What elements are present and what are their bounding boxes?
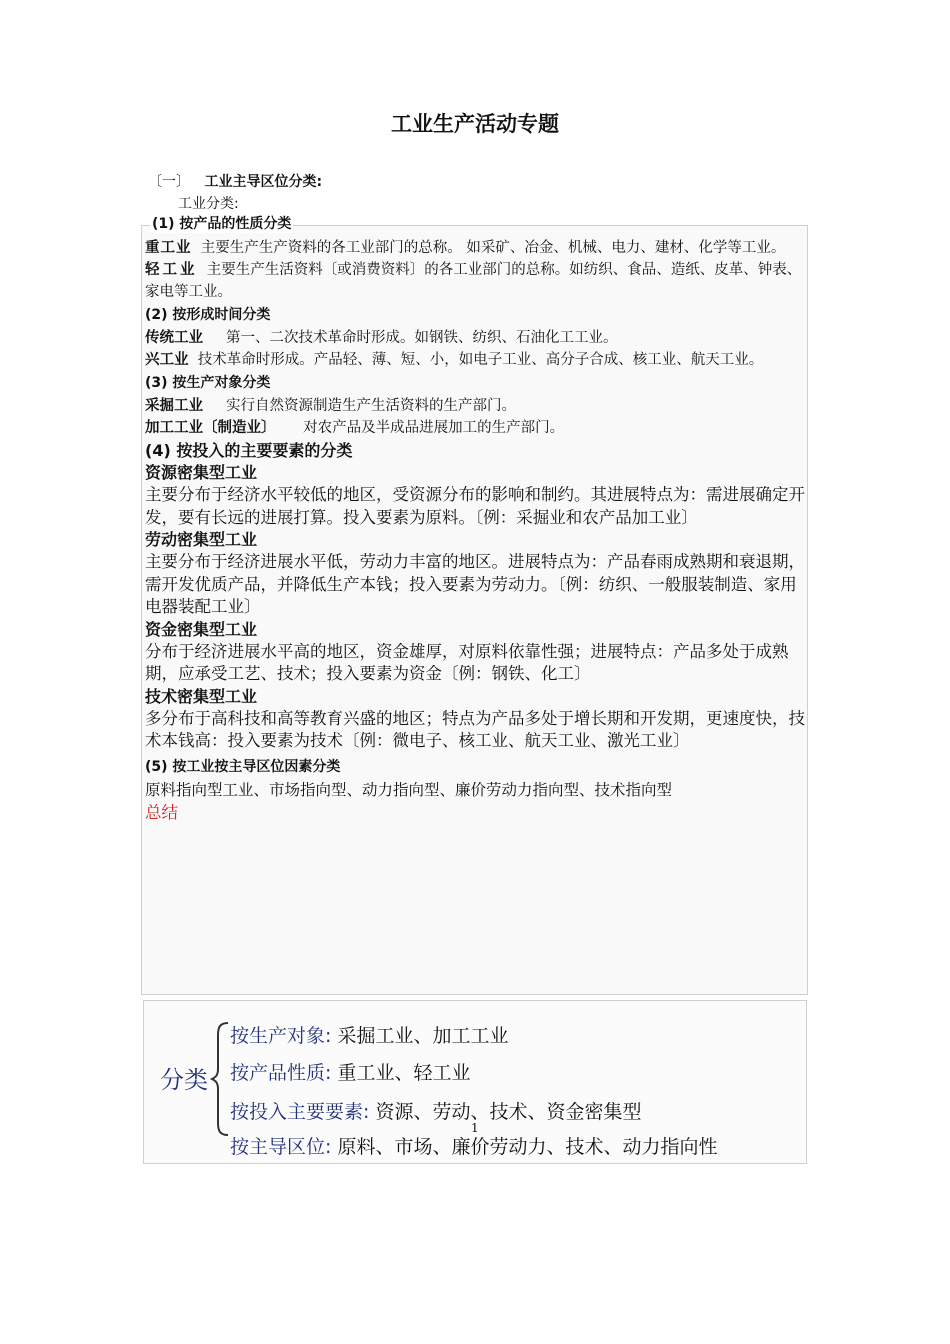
heading-by-input-factor: (4) 按投入的主要要素的分类 [145, 441, 353, 460]
processing-industry-term: 加工工业〔制造业〕 [145, 420, 276, 436]
heavy-industry-entry [145, 237, 813, 259]
subtitle: 工业分类: [178, 196, 239, 212]
labor-intensive-term: 劳动密集型工业 [145, 530, 258, 549]
processing-industry-desc: 对农产品及半成品进展加工的生产部门。 [303, 420, 565, 436]
diagram-row-value: 原料、市场、廉价劳动力、技术、动力指向性 [337, 1136, 718, 1158]
diagram-row-value: 资源、劳动、技术、资金密集型 [375, 1101, 642, 1123]
labor-intensive-desc: 主要分布于经济进展水平低，劳动力丰富的地区。进展特点为：产品春雨成熟期和衰退期，需开发优质产品，并降低生产本钱；投入要素为劳动力。〔例：纺织、一般服装制造、家用电器装配工业〕 [145, 552, 805, 616]
traditional-industry-desc: 第一、二次技术革命时形成。如钢铁、纺织、石油化工工业。 [226, 330, 618, 346]
page-title: 工业生产活动专题 [391, 112, 559, 136]
section-number: 〔一〕 [148, 174, 190, 190]
heading-by-formation-time: (2) 按形成时间分类 [145, 307, 271, 323]
mining-industry-desc: 实行自然资源制造生产生活资料的生产部门。 [226, 398, 517, 414]
tech-intensive-desc: 多分布于高科技和高等教育兴盛的地区；特点为产品多处于增长期和开发期，更速度快，技术本钱高：投入要素为技术〔例：微电子、核工业、航天工业、激光工业〕 [145, 708, 805, 750]
new-industry-term: 兴工业 [145, 352, 189, 368]
diagram-row-input-factor [230, 1097, 641, 1124]
section-heading [148, 171, 322, 191]
diagram-root-label: 分类 [160, 1066, 208, 1094]
traditional-industry-entry [145, 327, 813, 349]
section-label: 工业主导区位分类: [204, 174, 323, 190]
light-industry-term: 轻工业 [145, 262, 198, 278]
heavy-industry-term: 重工业 [145, 240, 192, 256]
box-content [145, 237, 813, 825]
capital-intensive-desc: 分布于经济进展水平高的地区，资金雄厚，对原料依靠性强；进展特点：产品多处于成熟期，应承受工艺、技术；投入要素为资金〔例：钢铁、化工〕 [145, 641, 789, 683]
heading-by-location-factor: (5) 按工业按主导区位因素分类 [145, 758, 341, 775]
light-industry-entry [145, 259, 813, 303]
heavy-industry-desc: 主要生产生产资料的各工业部门的总称。 如采矿、冶金、机械、电力、建材、化学等工业。 [200, 240, 786, 256]
traditional-industry-term: 传统工业 [145, 330, 203, 346]
diagram-row-label: 按生产对象: [230, 1025, 332, 1047]
resource-intensive-term: 资源密集型工业 [145, 463, 258, 482]
diagram-row-product-nature [230, 1058, 470, 1085]
diagram-row-location [230, 1132, 717, 1159]
diagram-row-label: 按主导区位: [230, 1136, 332, 1158]
new-industry-desc: 技术革命时形成。产品轻、薄、短、小，如电子工业、高分子合成、核工业、航天工业。 [197, 352, 764, 368]
processing-industry-entry [145, 417, 813, 439]
heading-by-product-nature: (1) 按产品的性质分类 [150, 213, 293, 233]
diagram-row-value: 重工业、轻工业 [337, 1062, 471, 1084]
new-industry-entry [145, 349, 813, 371]
resource-intensive-desc: 主要分布于经济水平较低的地区，受资源分布的影响和制约。其进展特点为：需进展确定开发，要有长远的进展打算。投入要素为原料。〔例：采掘业和农产品加工业〕 [145, 485, 805, 527]
diagram-row-label: 按投入主要要素: [230, 1101, 370, 1123]
classification-diagram [143, 1000, 807, 1164]
capital-intensive-term: 资金密集型工业 [145, 619, 258, 639]
page-number: 1 [471, 1121, 479, 1135]
diagram-row-production-object [230, 1021, 508, 1048]
location-types: 原料指向型工业、市场指向型、动力指向型、廉价劳动力指向型、技术指向型 [145, 780, 673, 799]
summary-label: 总结 [145, 802, 178, 822]
diagram-row-label: 按产品性质: [230, 1062, 332, 1084]
curly-brace-icon [210, 1021, 230, 1137]
mining-industry-entry [145, 395, 813, 417]
mining-industry-term: 采掘工业 [145, 398, 203, 414]
diagram-row-value: 采掘工业、加工工业 [337, 1025, 509, 1047]
tech-intensive-term: 技术密集型工业 [145, 686, 258, 706]
light-industry-desc: 主要生产生活资料〔或消费资料〕的各工业部门的总称。如纺织、食品、造纸、皮革、钟表、家电等工业。 [145, 262, 802, 300]
heading-by-production-object: (3) 按生产对象分类 [145, 375, 271, 391]
